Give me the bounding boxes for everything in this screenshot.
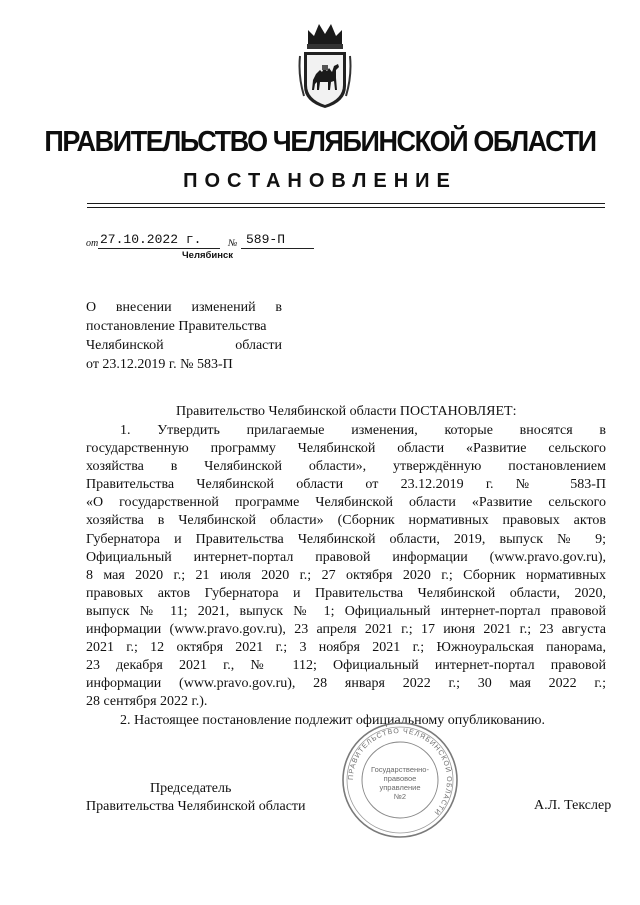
body-line: Правительства Челябинской области от 23.12.2019 г. № 583-П (86, 477, 606, 493)
resolution-intro: Правительство Челябинской области ПОСТАНОВЛЯЕТ: (176, 404, 517, 419)
stamp-center-text: управление (379, 783, 421, 792)
chelyabinsk-coat-of-arms-icon (298, 16, 352, 110)
header-rule-thin (87, 207, 605, 208)
government-title: ПРАВИТЕЛЬСТВО ЧЕЛЯБИНСКОЙ ОБЛАСТИ (44, 126, 596, 158)
body-line: «О государственной программе Челябинской области «Развитие сельского (86, 495, 606, 511)
body-line: государственную программу Челябинской области «Развитие сельского (86, 441, 606, 457)
stamp-center-text: №2 (393, 792, 407, 801)
signatory-name: А.Л. Текслер (534, 798, 612, 813)
body-line: хозяйства в Челябинской области» (Сборник нормативных правовых актов (86, 513, 606, 529)
body-line: информации (www.pravo.gov.ru), 23 апреля 2021 г.; 17 июня 2021 г.; 23 августа (86, 622, 606, 638)
document-subject (86, 298, 282, 374)
header-rule-thick (87, 203, 605, 204)
body-line: информации (www.pravo.gov.ru), 28 января 2022 г.; 30 мая 2022 г.; (86, 676, 606, 692)
subject-line: от 23.12.2019 г. № 583-П (86, 357, 233, 372)
document-number: 589-П (246, 232, 286, 247)
number-underline (241, 248, 314, 249)
body-line: Официальный интернет-портал правовой информации (www.pravo.gov.ru), (86, 549, 606, 565)
subject-line: постановление Правительства (86, 319, 267, 334)
document-meta (86, 232, 336, 264)
body-line: хозяйства в Челябинской области», утверждённую постановлением (86, 459, 606, 475)
resolution-body (86, 422, 606, 730)
signatory-title-line: Правительства Челябинской области (86, 799, 306, 814)
number-label: № (228, 238, 238, 249)
body-line: 2. Настоящее постановление подлежит официальному опубликованию. (120, 712, 545, 728)
body-line: 23 декабря 2021 г., № 112; Официальный интернет-портал правовой (86, 658, 606, 674)
body-line: 28 сентября 2022 г.). (86, 694, 208, 710)
official-seal-stamp-icon (340, 720, 460, 840)
city-label: Челябинск (182, 250, 234, 261)
body-line: 2021 г.; 12 октября 2021 г.; 3 ноября 2021 г.; Южноуральская панорама, (86, 640, 606, 656)
body-line: 8 мая 2020 г.; 21 июля 2020 г.; 27 октября 2020 г.; Сборник нормативных (86, 567, 606, 583)
subject-line: Челябинской области (86, 338, 282, 353)
signatory-title-line: Председатель (150, 781, 232, 796)
body-line: Губернатора и Правительства Челябинской области, 2019, выпуск № 9; (86, 531, 606, 547)
document-type-title: ПОСТАНОВЛЕНИЕ (183, 170, 457, 192)
stamp-center-text: правовое (383, 774, 417, 783)
stamp-ring-text: ПРАВИТЕЛЬСТВО ЧЕЛЯБИНСКОЙ ОБЛАСТИ (347, 727, 453, 817)
stamp-center-text: Государственно- (371, 765, 429, 774)
subject-line: О внесении изменений в (86, 300, 282, 315)
document-date: 27.10.2022 г. (100, 232, 202, 247)
date-underline (98, 248, 220, 249)
date-label: от (86, 238, 99, 249)
body-line: выпуск № 11; 2021, выпуск № 1; Официальный интернет-портал правовой (86, 603, 606, 619)
body-line: 1. Утвердить прилагаемые изменения, которые вносятся в (120, 423, 606, 438)
body-line: правовых актов Губернатора и Правительства Челябинской области, 2020, (86, 585, 606, 601)
signatory-title (86, 780, 316, 816)
